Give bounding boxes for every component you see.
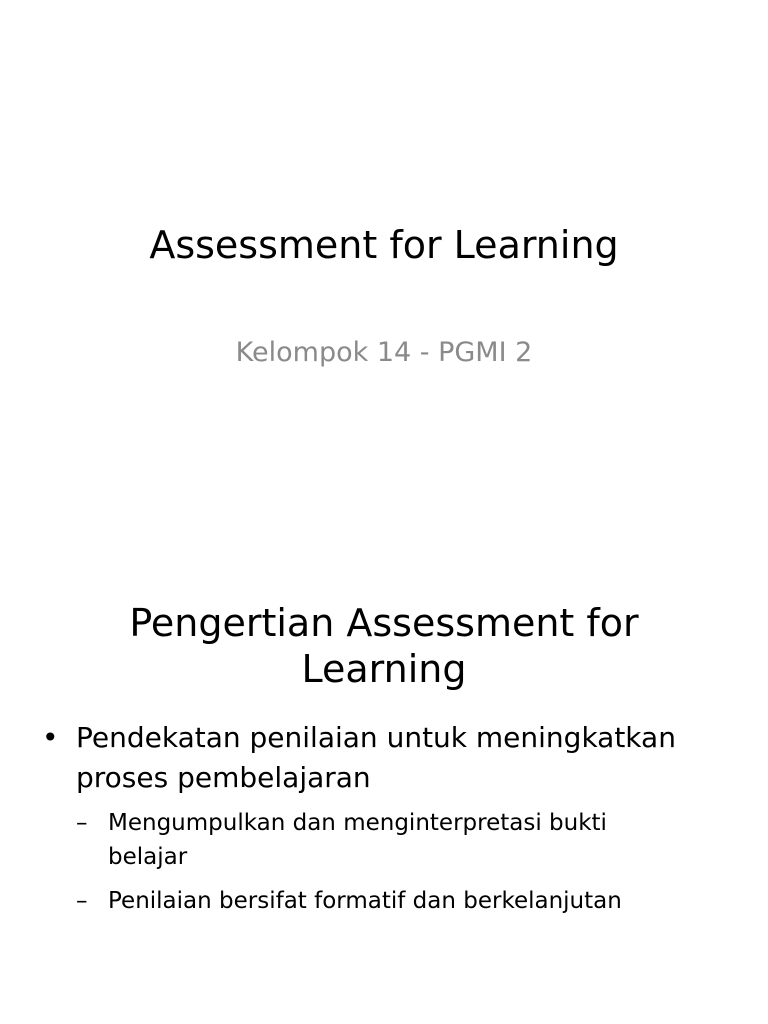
sub-bullet-text: Penilaian bersifat formatif dan berkelanjutan <box>108 888 622 914</box>
sub-bullet-text: Mengumpulkan dan menginterpretasi bukti belajar <box>108 810 607 870</box>
sub-bullet-list <box>76 806 742 918</box>
content-slide <box>0 576 768 1024</box>
sub-bullet-item <box>76 806 742 874</box>
bullet-list <box>42 718 742 928</box>
bullet-item <box>42 718 742 918</box>
bullet-marker-icon: • <box>42 721 59 754</box>
slide-subtitle: Kelompok 14 - PGMI 2 <box>235 337 533 368</box>
bullet-text: Pendekatan penilaian untuk meningkatkan proses pembelajaran <box>76 721 676 794</box>
sub-bullet-item <box>76 884 742 918</box>
dash-marker-icon: – <box>76 810 88 836</box>
content-slide-title: Pengertian Assessment for Learning <box>129 601 639 691</box>
slide-title: Assessment for Learning <box>149 223 619 267</box>
dash-marker-icon: – <box>76 888 88 914</box>
